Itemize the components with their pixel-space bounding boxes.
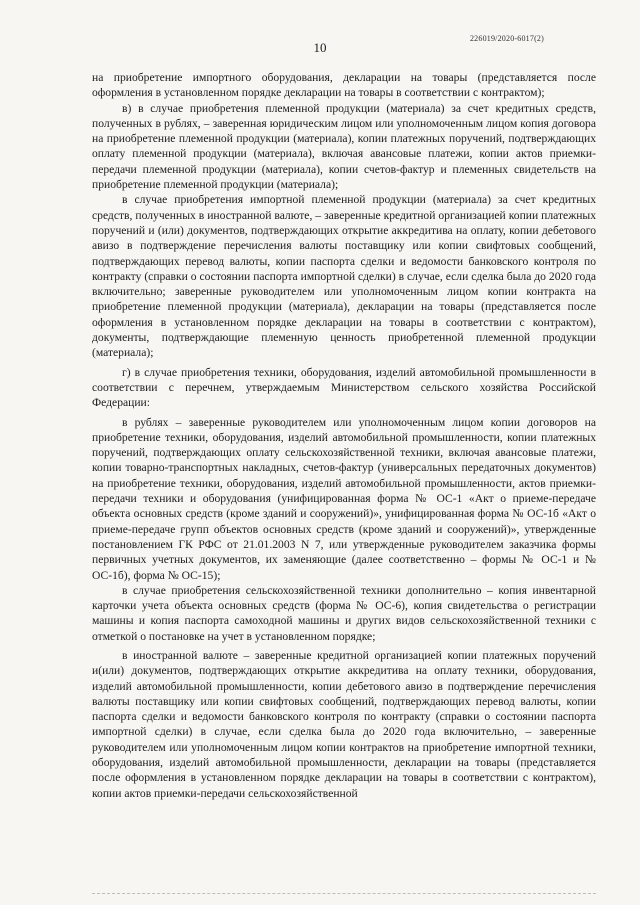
scan-footer-artifact xyxy=(92,893,596,896)
paragraph-item-g: г) в случае приобретения техники, оборудования, изделий автомобильной промышленности в соответствии с перечнем, утверждаемым Министерством сельского хозяйства Российской Федерации: xyxy=(92,365,596,410)
paragraph-import-breeding: в случае приобретения импортной племенной продукции (материала) за счет кредитных средств, полученных в иностранной валюте, – заверенные кредитной организацией копии платежных поручений и (или) документов, подтверждающих открытие аккредитива на оплату, копии дебетового авизо в подтверждение перечисления валюты поставщику или копии свифтовых сообщений, подтверждающих перевод валюты, копии паспорта сделки и ведомости банковского контроля по контракту (справки о состоянии паспорта импортной сделки) в случае, если сделка была до 2020 года включительно; заверенные руководителем или уполномоченным лицом копии контракта на приобретение племенной продукции (материала), декларации на товары (представляется после оформления в установленном порядке декларации на товары в соответствии с контрактом), документы, подтверждающие племенную ценность приобретенной племенной продукции (материала); xyxy=(92,193,596,360)
document-registration-number: 226019/2020-6017(2) xyxy=(469,34,544,43)
paragraph-item-v: в) в случае приобретения племенной продукции (материала) за счет кредитных средств, полученных в рублях, – заверенная юридическим лицом или уполномоченным лицом копия договора на приобретение племенной продукции (материала), копии платежных поручений, подтверждающих оплату племенной продукции (материала), включая авансовые платежи, копии актов приемки-передачи племенной продукции (материала), копии счетов-фактур и племенных свидетельств на приобретение племенной продукции (материала); xyxy=(92,101,596,192)
page-number: 10 xyxy=(313,40,327,55)
paragraph-rubles: в рублях – заверенные руководителем или уполномоченным лицом копии договоров на приобретение техники, оборудования, изделий автомобильной промышленности, копии платежных поручений, подтверждающих оплату сельскохозяйственной техники, включая авансовые платежи, копии товарно-транспортных накладных, счетов-фактур (универсальных передаточных документов) на приобретение техники, оборудования, изделий автомобильной промышленности, актов приемки-передачи техники и оборудования (унифицированная форма № ОС-1 «Акт о приеме-передаче объекта основных средств (кроме зданий и сооружений)», унифицированная форма № ОС-1б «Акт о приеме-передаче групп объектов основных средств (кроме зданий и сооружений)», утвержденные постановлением ГК РФС от 21.01.2003 N 7, или утвержденные руководителем заказчика формы первичных учетных документов, их заменяющие (далее соответственно – формы № ОС-1 и № ОС-1б), форма № ОС-15); xyxy=(92,415,596,582)
paragraph-continuation: на приобретение импортного оборудования, декларации на товары (представляется после оформления в установленном порядке декларации на товары в соответствии с контрактом); xyxy=(92,71,596,100)
document-body xyxy=(92,70,596,801)
paragraph-foreign-currency: в иностранной валюте – заверенные кредитной организацией копии платежных поручений и(или) документов, подтверждающих открытие аккредитива на оплату техники, оборудования, изделий автомобильной промышленности, копии дебетового авизо в подтверждение перечисления валюты поставщику или копии свифтовых сообщений, подтверждающих перевод валюты, копии паспорта сделки и ведомости банковского контроля по контракту (справки о состоянии паспорта импортной сделки) в случае, если сделка была до 2020 года включительно, – заверенные руководителем или уполномоченным лицом копии контрактов на приобретение импортной техники, оборудования, изделий автомобильной промышленности, декларации на товары (представляется после оформления в установленном порядке декларации на товары в соответствии с контрактом), копии актов приемки-передачи сельскохозяйственной xyxy=(92,648,596,800)
paragraph-agri-machinery: в случае приобретения сельскохозяйственной техники дополнительно – копия инвентарной карточки учета объекта основных средств (форма № ОС-6), копия свидетельства о регистрации машины и копия паспорта самоходной машины и других видов сельскохозяйственной техники с отметкой о постановке на учет в установленном порядке; xyxy=(92,583,596,643)
